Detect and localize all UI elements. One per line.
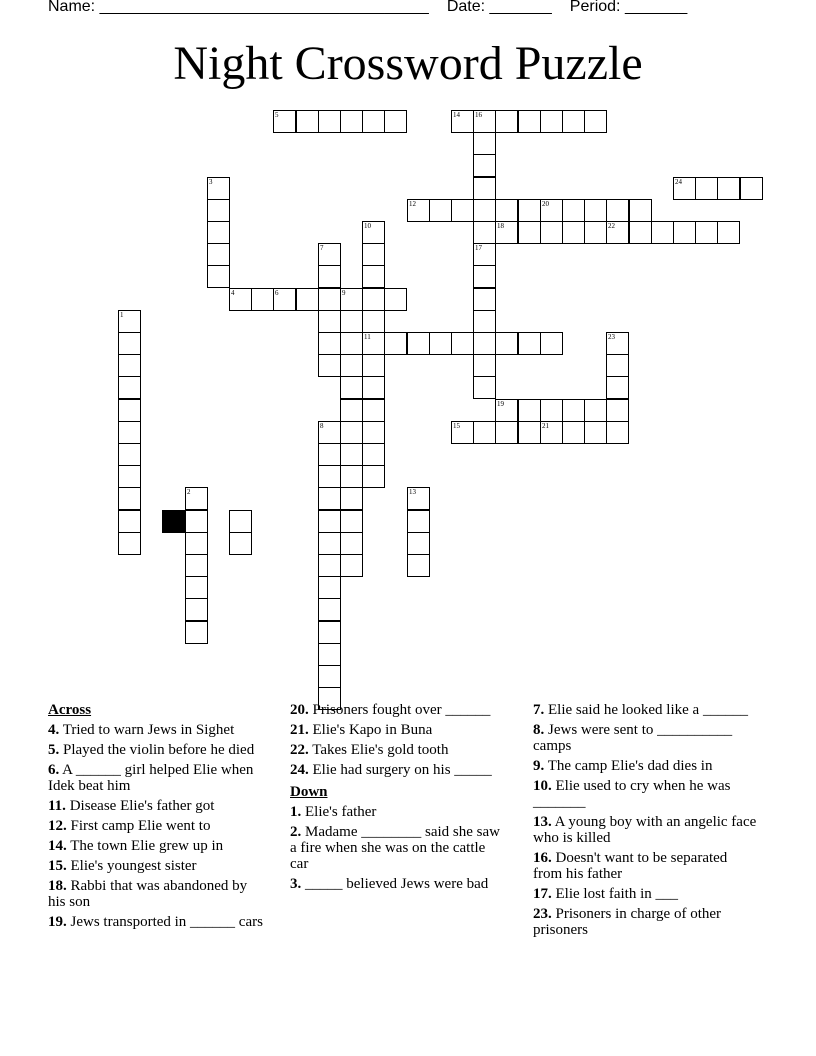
- clue-item: 18. Rabbi that was abandoned by his son: [48, 878, 248, 910]
- clue-item: 23. Prisoners in charge of other prisoners: [533, 906, 722, 938]
- cell-number: 22: [608, 222, 615, 230]
- grid-cell[interactable]: [584, 399, 607, 422]
- cell-number: 6: [275, 289, 279, 297]
- cell-number: 8: [320, 422, 324, 430]
- grid-cell[interactable]: [584, 221, 607, 244]
- grid-cell[interactable]: [318, 265, 341, 288]
- grid-cell[interactable]: [429, 332, 452, 355]
- grid-cell[interactable]: [584, 421, 607, 444]
- cell-number: 16: [475, 111, 482, 119]
- grid-cell[interactable]: [318, 310, 341, 333]
- grid-cell[interactable]: [362, 243, 385, 266]
- grid-cell[interactable]: [495, 332, 518, 355]
- clue-item: 13. A young boy with an angelic face who is killed: [533, 814, 757, 846]
- grid-cell[interactable]: [296, 288, 319, 311]
- grid-cell[interactable]: [340, 288, 363, 311]
- clue-item: 20. Prisoners fought over ______: [290, 702, 491, 718]
- clue-item: 19. Jews transported in ______ cars: [48, 914, 263, 930]
- clue-item: 15. Elie's youngest sister: [48, 858, 197, 874]
- grid-cell[interactable]: [185, 532, 208, 555]
- grid-cell[interactable]: [118, 510, 141, 533]
- grid-cell[interactable]: [473, 177, 496, 200]
- grid-cell[interactable]: [118, 421, 141, 444]
- grid-cell[interactable]: [495, 221, 518, 244]
- clue-item: 16. Doesn't want to be separated from his father: [533, 850, 728, 882]
- grid-cell[interactable]: [318, 576, 341, 599]
- grid-cell[interactable]: [651, 221, 674, 244]
- grid-cell[interactable]: [273, 110, 296, 133]
- grid-cell[interactable]: [451, 199, 474, 222]
- grid-cell[interactable]: [495, 399, 518, 422]
- grid-cell[interactable]: [229, 510, 252, 533]
- grid-cell[interactable]: [407, 487, 430, 510]
- grid-cell[interactable]: [540, 399, 563, 422]
- grid-cell[interactable]: [540, 110, 563, 133]
- clue-item: 2. Madame ________ said she saw a fire when she was on the cattle car: [290, 824, 500, 872]
- cell-number: 10: [364, 222, 371, 230]
- grid-cell[interactable]: [362, 443, 385, 466]
- clue-item: 12. First camp Elie went to: [48, 818, 211, 834]
- grid-cell[interactable]: [540, 332, 563, 355]
- grid-cell[interactable]: [473, 421, 496, 444]
- clue-item: 21. Elie's Kapo in Buna: [290, 722, 433, 738]
- grid-cell[interactable]: [318, 288, 341, 311]
- grid-cell[interactable]: [340, 376, 363, 399]
- grid-cell[interactable]: [518, 399, 541, 422]
- grid-cell[interactable]: [229, 288, 252, 311]
- cell-number: 5: [275, 111, 279, 119]
- clues-column-1: [48, 702, 263, 934]
- grid-cell[interactable]: [318, 487, 341, 510]
- grid-cell[interactable]: [540, 421, 563, 444]
- grid-cell[interactable]: [384, 288, 407, 311]
- grid-cell[interactable]: [584, 199, 607, 222]
- cell-number: 19: [497, 400, 504, 408]
- grid-cell[interactable]: [251, 288, 274, 311]
- cell-number: 11: [364, 333, 371, 341]
- grid-cell[interactable]: [518, 332, 541, 355]
- cell-number: 2: [187, 488, 191, 496]
- grid-cell[interactable]: [495, 199, 518, 222]
- clue-item: 24. Elie had surgery on his _____: [290, 762, 492, 778]
- grid-cell[interactable]: [340, 310, 363, 333]
- grid-cell[interactable]: [318, 465, 341, 488]
- grid-cell[interactable]: [473, 199, 496, 222]
- grid-cell[interactable]: [318, 110, 341, 133]
- cell-number: 13: [409, 488, 416, 496]
- grid-cell[interactable]: [717, 221, 740, 244]
- grid-cell[interactable]: [518, 421, 541, 444]
- grid-cell[interactable]: [118, 465, 141, 488]
- cell-number: 7: [320, 244, 324, 252]
- grid-cell[interactable]: [562, 399, 585, 422]
- grid-cell[interactable]: [118, 376, 141, 399]
- grid-cell[interactable]: [185, 576, 208, 599]
- grid-cell[interactable]: [318, 421, 341, 444]
- grid-cell[interactable]: [584, 110, 607, 133]
- grid-cell[interactable]: [473, 376, 496, 399]
- grid-cell[interactable]: [362, 288, 385, 311]
- grid-cell[interactable]: [362, 310, 385, 333]
- grid-cell[interactable]: [318, 554, 341, 577]
- clue-item: 14. The town Elie grew up in: [48, 838, 224, 854]
- grid-cell[interactable]: [362, 265, 385, 288]
- grid-cell[interactable]: [518, 110, 541, 133]
- grid-cell[interactable]: [318, 332, 341, 355]
- grid-cell[interactable]: [562, 199, 585, 222]
- grid-cell[interactable]: [340, 465, 363, 488]
- clue-item: 7. Elie said he looked like a ______: [533, 702, 748, 718]
- grid-cell[interactable]: [340, 443, 363, 466]
- clue-item: 1. Elie's father: [290, 804, 377, 820]
- clue-item: 5. Played the violin before he died: [48, 742, 255, 758]
- date-field[interactable]: Date: _______: [446, 0, 552, 15]
- clues-column-2: [290, 702, 505, 896]
- grid-cell[interactable]: [473, 154, 496, 177]
- grid-cell[interactable]: [407, 510, 430, 533]
- grid-cell[interactable]: [606, 199, 629, 222]
- grid-cell[interactable]: [407, 332, 430, 355]
- grid-cell[interactable]: [118, 332, 141, 355]
- cell-number: 23: [608, 333, 615, 341]
- grid-cell[interactable]: [318, 510, 341, 533]
- cell-number: 12: [409, 200, 416, 208]
- grid-cell[interactable]: [473, 288, 496, 311]
- grid-cell[interactable]: [473, 332, 496, 355]
- grid-cell[interactable]: [384, 332, 407, 355]
- grid-cell[interactable]: [118, 487, 141, 510]
- grid-cell[interactable]: [207, 243, 230, 266]
- grid-cell[interactable]: [340, 110, 363, 133]
- grid-cell[interactable]: [118, 310, 141, 333]
- grid-cell[interactable]: [606, 332, 629, 355]
- grid-cell[interactable]: [207, 199, 230, 222]
- grid-cell[interactable]: [518, 221, 541, 244]
- grid-cell[interactable]: [407, 199, 430, 222]
- grid-cell[interactable]: [318, 643, 341, 666]
- cell-number: 18: [497, 222, 504, 230]
- cell-number: 3: [209, 178, 213, 186]
- grid-cell[interactable]: [340, 421, 363, 444]
- grid-cell[interactable]: [118, 399, 141, 422]
- cell-number: 4: [231, 289, 235, 297]
- grid-cell[interactable]: [695, 221, 718, 244]
- clue-item: 17. Elie lost faith in ___: [533, 886, 678, 902]
- clue-item: 8. Jews were sent to __________ camps: [533, 722, 733, 754]
- grid-cell[interactable]: [562, 221, 585, 244]
- grid-cell[interactable]: [185, 487, 208, 510]
- grid-cell[interactable]: [562, 421, 585, 444]
- across-heading: Across: [48, 702, 92, 718]
- cell-number: 14: [453, 111, 460, 119]
- grid-cell[interactable]: [473, 221, 496, 244]
- name-field[interactable]: Name: _____________________________________: [48, 0, 429, 15]
- grid-cell[interactable]: [673, 221, 696, 244]
- grid-cell[interactable]: [473, 265, 496, 288]
- grid-cell[interactable]: [473, 310, 496, 333]
- grid-cell[interactable]: [229, 532, 252, 555]
- grid-cell[interactable]: [518, 199, 541, 222]
- grid-cell[interactable]: [318, 598, 341, 621]
- grid-cell[interactable]: [407, 554, 430, 577]
- grid-cell[interactable]: [362, 376, 385, 399]
- cell-number: 21: [542, 422, 549, 430]
- grid-cell[interactable]: [340, 332, 363, 355]
- clue-item: 4. Tried to warn Jews in Sighet: [48, 722, 235, 738]
- grid-cell[interactable]: [318, 665, 341, 688]
- grid-cell[interactable]: [185, 510, 208, 533]
- grid-cell[interactable]: [606, 354, 629, 377]
- grid-cell[interactable]: [540, 199, 563, 222]
- grid-cell[interactable]: [362, 465, 385, 488]
- grid-cell[interactable]: [340, 354, 363, 377]
- clue-item: 3. _____ believed Jews were bad: [290, 876, 489, 892]
- clue-item: 11. Disease Elie's father got: [48, 798, 215, 814]
- grid-cell[interactable]: [340, 399, 363, 422]
- grid-cell[interactable]: [606, 421, 629, 444]
- grid-cell[interactable]: [273, 288, 296, 311]
- grid-cell[interactable]: [740, 177, 763, 200]
- period-field[interactable]: Period: _______: [569, 0, 688, 15]
- grid-cell[interactable]: [495, 421, 518, 444]
- grid-cell[interactable]: [207, 265, 230, 288]
- cell-number: 20: [542, 200, 549, 208]
- page-title: Night Crossword Puzzle: [173, 37, 643, 90]
- grid-cell[interactable]: [673, 177, 696, 200]
- grid-cell[interactable]: [118, 532, 141, 555]
- grid-cell[interactable]: [362, 332, 385, 355]
- grid-cell[interactable]: [318, 532, 341, 555]
- grid-cell[interactable]: [384, 110, 407, 133]
- grid-cell[interactable]: [606, 376, 629, 399]
- cell-number: 15: [453, 422, 460, 430]
- grid-cell[interactable]: [362, 354, 385, 377]
- grid-cell[interactable]: [451, 110, 474, 133]
- grid-cell[interactable]: [362, 399, 385, 422]
- grid-cell[interactable]: [606, 221, 629, 244]
- grid-cell[interactable]: [717, 177, 740, 200]
- grid-cell[interactable]: [540, 221, 563, 244]
- grid-cell[interactable]: [118, 443, 141, 466]
- down-heading: Down: [290, 784, 328, 800]
- grid-cell[interactable]: [451, 332, 474, 355]
- grid-cell[interactable]: [629, 199, 652, 222]
- cell-number: 1: [120, 311, 124, 319]
- grid-cell[interactable]: [185, 598, 208, 621]
- grid-cell[interactable]: [495, 110, 518, 133]
- grid-cell[interactable]: [318, 243, 341, 266]
- grid-cell[interactable]: [207, 221, 230, 244]
- grid-cell[interactable]: [473, 243, 496, 266]
- grid-cell[interactable]: [473, 354, 496, 377]
- grid-cell[interactable]: [473, 110, 496, 133]
- black-cell: [162, 510, 185, 533]
- grid-cell[interactable]: [629, 221, 652, 244]
- grid-cell[interactable]: [606, 399, 629, 422]
- grid-cell[interactable]: [207, 177, 230, 200]
- grid-cell[interactable]: [296, 110, 319, 133]
- cell-number: 24: [675, 178, 682, 186]
- grid-cell[interactable]: [185, 554, 208, 577]
- cell-number: 17: [475, 244, 482, 252]
- grid-cell[interactable]: [451, 421, 474, 444]
- grid-cell[interactable]: [340, 554, 363, 577]
- clue-item: 10. Elie used to cry when he was _______: [533, 778, 731, 810]
- clue-item: 9. The camp Elie's dad dies in: [533, 758, 713, 774]
- cell-number: 9: [342, 289, 346, 297]
- grid-cell[interactable]: [318, 354, 341, 377]
- grid-cell[interactable]: [362, 421, 385, 444]
- grid-cell[interactable]: [318, 621, 341, 644]
- clue-item: 22. Takes Elie's gold tooth: [290, 742, 449, 758]
- grid-cell[interactable]: [118, 354, 141, 377]
- grid-cell[interactable]: [362, 110, 385, 133]
- grid-cell[interactable]: [429, 199, 452, 222]
- grid-cell[interactable]: [340, 487, 363, 510]
- grid-cell[interactable]: [362, 221, 385, 244]
- grid-cell[interactable]: [185, 621, 208, 644]
- grid-cell[interactable]: [695, 177, 718, 200]
- grid-cell[interactable]: [562, 110, 585, 133]
- clues-column-3: [533, 702, 758, 942]
- clue-item: 6. A ______ girl helped Elie when Idek beat him: [48, 762, 254, 794]
- grid-cell[interactable]: [340, 532, 363, 555]
- grid-cell[interactable]: [318, 443, 341, 466]
- grid-cell[interactable]: [340, 510, 363, 533]
- grid-cell[interactable]: [473, 132, 496, 155]
- grid-cell[interactable]: [407, 532, 430, 555]
